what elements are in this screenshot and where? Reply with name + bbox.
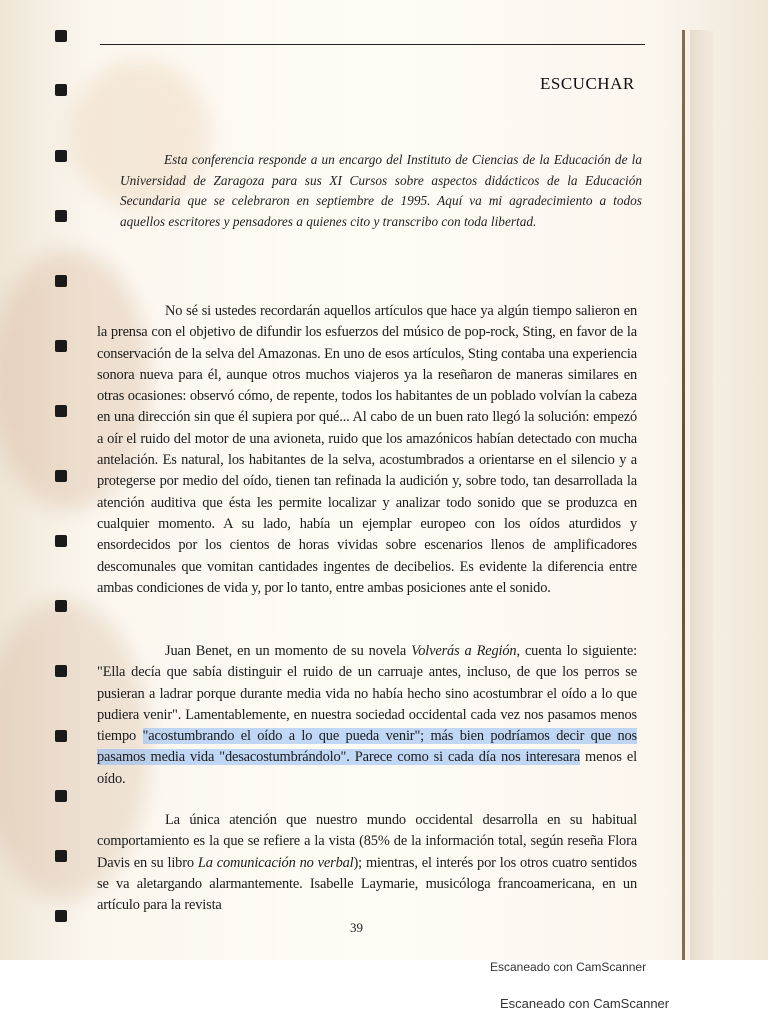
paragraph <box>97 301 637 599</box>
scanner-watermark: Escaneado con CamScanner <box>500 996 670 1011</box>
paragraph <box>97 810 637 916</box>
intro-note <box>120 150 642 232</box>
paragraph <box>97 641 637 790</box>
header-rule <box>100 44 645 45</box>
book-title: La comunicación no verbal <box>197 854 354 871</box>
paragraph-text: La única atención que nuestro mundo occidental desarrolla en su habitual comportamiento es la que se refiere a la vista (85% de la información total, según reseña Flora Davis en su libro <box>97 812 637 871</box>
running-head <box>568 24 648 32</box>
paragraph-text: No sé si ustedes recordarán aquellos artículos que hace ya algún tiempo salieron en la prensa con el objetivo de difundir los esfuerzos del músico de pop-rock, Sting, en favor de la conservación de la selva del Amazonas. En uno de esos artículos, Sting contaba una experiencia sonora nueva para él, aunque otros muchos viajeros ya la reseñaron de maneras similares en otras ocasiones: observó cómo, de repente, todos los habitantes de un poblado volvían la cabeza en una dirección sin que él supiera por qué... Al cabo de un buen rato llegó la solución: empezó a oír el ruido del motor de una avioneta, ruido que los amazónicos habían detectado con mucha antelación. Es natural, los habitantes de la selva, acostumbrados a orientarse en el silencio y a protegerse por medio del oído, tienen tan refinada la audición y, sobre todo, tan desarrollada la atención auditiva que ésta les permite localizar y analizar todo sonido que se produzca en cualquier momento. A su lado, había un ejemplar europeo con los oídos aturdidos y ensordecidos por los cientos de horas vividas sobre escenarios llenos de amplificadores descomunales que vomitan cantidades ingentes de decibelios. Es evidente la diferencia entre ambas condiciones de vida y, por lo tanto, entre ambas posiciones ante el sonido. <box>97 303 637 596</box>
paragraph-text: Juan Benet, en un momento de su novela <box>165 643 412 659</box>
page-number: 39 <box>350 920 363 935</box>
intro-text: Esta conferencia responde a un encargo del Instituto de Ciencias de la Educación de la Universidad de Zaragoza para sus XI Cursos sobre aspectos didácticos de la Educación Secundaria que se celebraron en septiembre de 1995. Aquí va mi agradecimiento a todos aquellos escritores y pensadores a quienes cito y transcribo con toda libertad. <box>120 152 642 229</box>
highlighted-text: "acostumbrando el oído a lo que pueda venir"; más bien podríamos decir que nos pasamos media vida "desacostumbrándolo". Parece como si cada día nos interesara <box>97 728 638 766</box>
binding-holes <box>55 30 67 950</box>
paragraph-text: menos el oído. <box>97 749 637 787</box>
page-edge <box>682 30 685 960</box>
book-title: Volverás a Región <box>411 643 517 659</box>
page-edge-shadow <box>690 30 714 960</box>
scanner-watermark: Escaneado con CamScanner <box>490 960 647 974</box>
paragraph-text: ); mientras, el interés por los otros cuatro sentidos se va aletargando alarmantemente. Isabelle Laymarie, musicóloga francoamericana, en un artículo para la revista <box>97 854 637 914</box>
chapter-title: ESCUCHAR <box>540 74 635 93</box>
paragraph-text: , cuenta lo siguiente: "Ella decía que sabía distinguir el ruido de un carruaje antes, incluso, de que los perros se pusieran a ladrar porque durante media vida no había hecho sino acostumbrar el oído a lo que pudiera venir". Lamentablemente, en nuestra sociedad occidental cada vez nos pasamos menos tiempo <box>97 643 637 745</box>
